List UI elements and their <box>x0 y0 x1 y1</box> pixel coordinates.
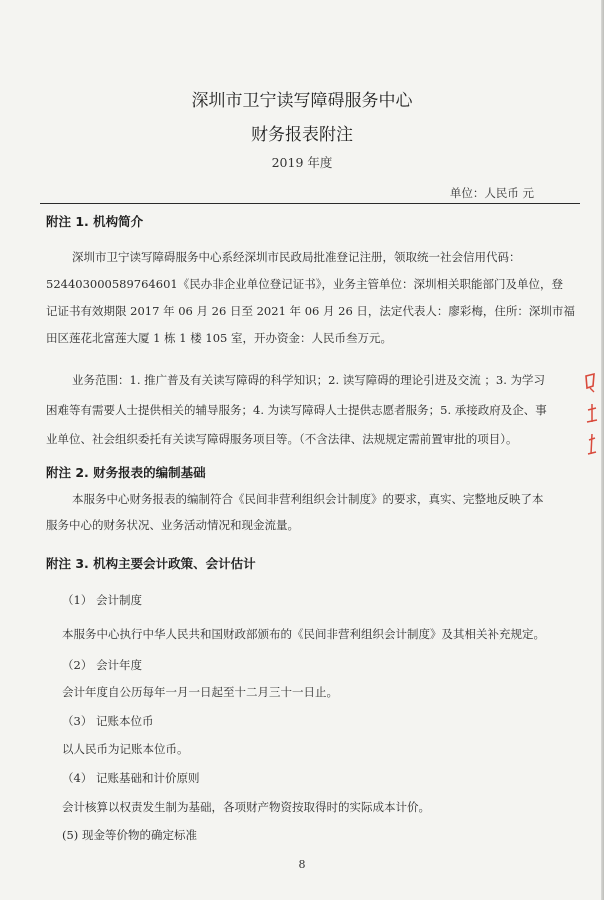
note2-heading: 附注 2. 财务报表的编制基础 <box>46 465 206 480</box>
policy-2-text: 会计年度自公历每年一月一日起至十二月三十一日止。 <box>62 685 338 699</box>
header-divider <box>40 203 580 204</box>
report-year: 2019 年度 <box>271 155 333 170</box>
policy-1-label: （1） 会计制度 <box>62 593 142 607</box>
note1-heading: 附注 1. 机构简介 <box>46 214 144 229</box>
note1-p1-line4: 田区莲花北富莲大厦 1 栋 1 楼 105 室，开办资金：人民币叁万元。 <box>46 331 393 345</box>
policy-4-label: （4） 记账基础和计价原则 <box>62 771 200 785</box>
note1-p1-line1: 深圳市卫宁读写障碍服务中心系经深圳市民政局批准登记注册，领取统一社会信用代码： <box>72 250 521 264</box>
note1-p2-line2: 困难等有需要人士提供相关的辅导服务；4. 为读写障碍人士提供志愿者服务；5. 承接政府及企、事 <box>46 403 547 417</box>
policy-4-text: 会计核算以权责发生制为基础，各项财产物资按取得时的实际成本计价。 <box>62 800 430 814</box>
policy-1-text: 本服务中心执行中华人民共和国财政部颁布的《民间非营利组织会计制度》及其相关补充规定。 <box>62 627 545 641</box>
organization-title: 深圳市卫宁读写障碍服务中心 <box>191 91 413 111</box>
seal-fragment-icon <box>582 370 600 460</box>
report-title: 财务报表附注 <box>251 125 353 145</box>
policy-5-label: (5) 现金等价物的确定标准 <box>62 828 197 842</box>
note1-p2-line1: 业务范围：1. 推广普及有关读写障碍的科学知识；2. 读写障碍的理论引进及交流 ；3. 为学习 <box>72 373 546 387</box>
policy-3-label: （3） 记账本位币 <box>62 714 154 728</box>
policy-2-label: （2） 会计年度 <box>62 658 142 672</box>
policy-3-text: 以人民币为记账本位币。 <box>62 742 189 756</box>
note1-p1-line2: 524403000589764601《民办非企业单位登记证书》，业务主管单位：深圳相关职能部门及单位，登 <box>46 277 563 291</box>
note1-p2-line3: 业单位、社会组织委托有关读写障碍服务项目等。（不含法律、法规规定需前置审批的项目）。 <box>46 432 518 446</box>
note2-p1-line1: 本服务中心财务报表的编制符合《民间非营利组织会计制度》的要求，真实、完整地反映了本 <box>72 492 544 506</box>
note3-heading: 附注 3. 机构主要会计政策、会计估计 <box>46 556 256 571</box>
note2-p1-line2: 服务中心的财务状况、业务活动情况和现金流量。 <box>46 518 299 532</box>
page-number: 8 <box>298 858 306 871</box>
currency-unit: 单位：人民币 元 <box>449 186 534 200</box>
note1-p1-line3: 记证书有效期限 2017 年 06 月 26 日至 2021 年 06 月 26 日，法定代表人：廖彩梅，住所：深圳市福 <box>46 304 575 318</box>
